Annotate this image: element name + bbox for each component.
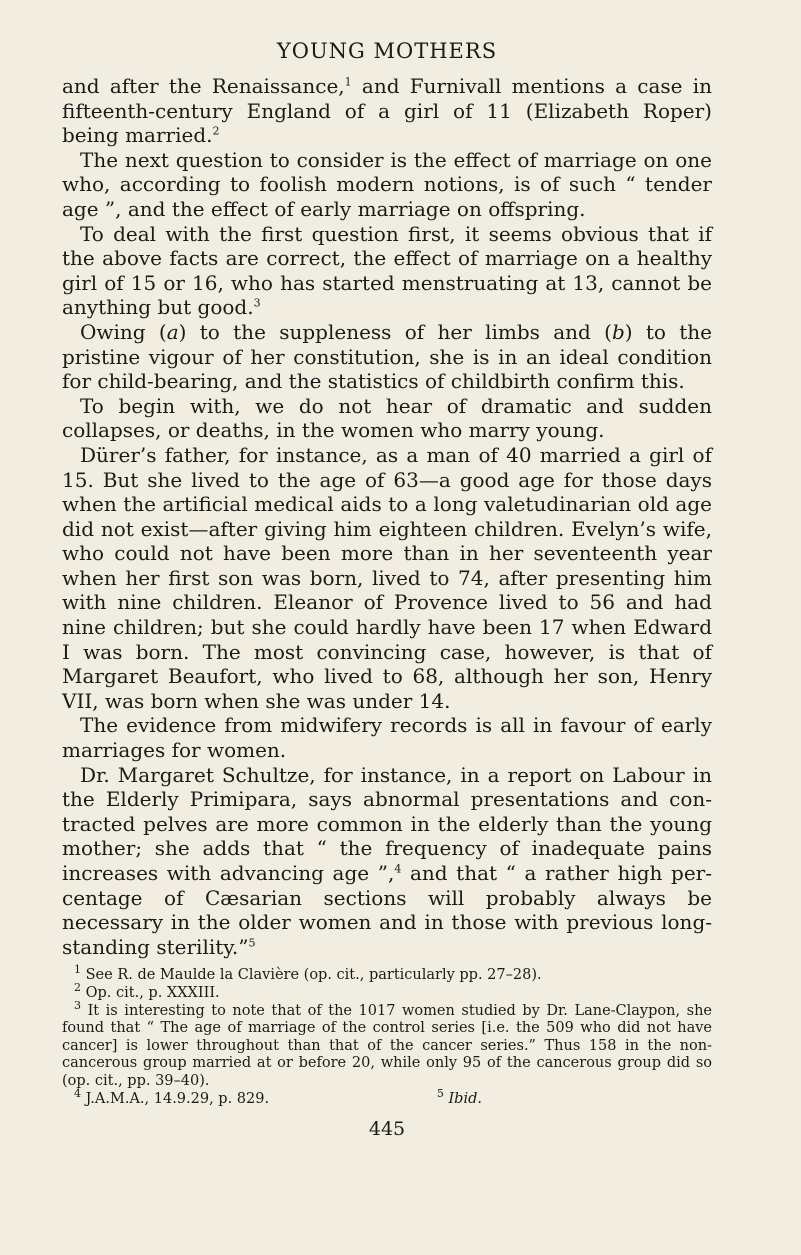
paragraph-2: The next question to consider is the effect of marriage on one who, according to foolish modern notions, is of such “ tender age ”, and the effect of early marriage on offspring. (62, 147, 712, 221)
footnote-4: $^4$ J.A.M.A., 14.9.29, p. 829. (74, 1086, 270, 1107)
paragraph-5: To begin with, we do not hear of dramatic and sudden collapses, or deaths, in the women who marry young. (62, 393, 712, 443)
paragraph-3: To deal with the first question first, it seems obvious that if the above facts are correct, the effect of marriage on a healthy girl of 15 or 16, who has started menstruating at 13, cannot be anything but good.$^3$ (62, 221, 712, 320)
footnote-ref-1[interactable]: 1 (344, 75, 352, 89)
paragraph-6: Dürer’s father, for instance, as a man of 40 married a girl of 15. But she lived to the age of 63—a good age for those days when the artificial medical aids to a long valetudinarian old age did not exist—after giving him eighteen children. Evelyn’s wife, who could not have been more than in her seventeenth year when her first son was born, lived to 74, after presenting him with nine children. Eleanor of Provence lived to 56 and had nine children; but she could hardly have been 17 when Edward I was born. The most convincing case, however, is that of Margaret Beaufort, who lived to 68, although her son, Henry VII, was born when she was under 14. (62, 442, 712, 713)
footnote-1: $^1$ See R. de Maulde la Clavière (op. cit., particularly pp. 27–28). (74, 963, 542, 984)
running-head: YOUNG MOTHERS (276, 39, 498, 63)
paragraph-1: and after the Renaissance,$^1$ and Furnivall mentions a case in fifteenth-century England of a girl of 11 (Elizabeth Roper) being married.$^2$ (62, 74, 713, 148)
paragraph-4: Owing (a) to the suppleness of her limbs and (b) to the pristine vigour of her constitution, she is in an ideal condition for child-bearing, and the statistics of childbirth confirm this. (62, 319, 712, 394)
footnote-ref-3[interactable]: 3 (253, 296, 261, 310)
page-number: 445 (368, 1118, 406, 1141)
footnote-ref-2[interactable]: 2 (212, 124, 220, 138)
footnote-ref-5[interactable]: 5 (248, 936, 256, 950)
book-page (62, 38, 712, 1140)
paragraph-8: Dr. Margaret Schultze, for instance, in a report on Labour in the Elderly Primipara, says abnormal presentations and con-tracted pelves are more common in the elderly than the young mother; she adds that “ the frequency of inadequate pains increases with advancing age ”,$^4$ and that “ a rather high per-centage of Cæsarian sections will probably always be necessary in the older women and in those with previous long-standing sterility.”$^5$ (62, 762, 713, 959)
paragraph-7: The evidence from midwifery records is all in favour of early marriages for women. (62, 713, 712, 763)
body-text (62, 74, 712, 959)
footnote-3: $^3$ It is interesting to note that of the 1017 women studied by Dr. Lane-Claypon, she found that “ The age of marriage of the control series [i.e. the 509 who did not have cancer] is lower throughout than that of the cancer series.” Thus 158 in the non-cancerous group married at or before 20, while only 95 of the cancerous group did so (op. cit., pp. 39–40). (62, 998, 713, 1089)
footnotes (62, 963, 713, 1108)
footnote-ref-4[interactable]: 4 (394, 862, 402, 876)
footnote-5: $^5$ Ibid. (436, 1086, 482, 1107)
footnotes-4-5 (62, 1086, 712, 1109)
footnote-2: $^2$ Op. cit., p. XXXIII. (74, 981, 220, 1001)
